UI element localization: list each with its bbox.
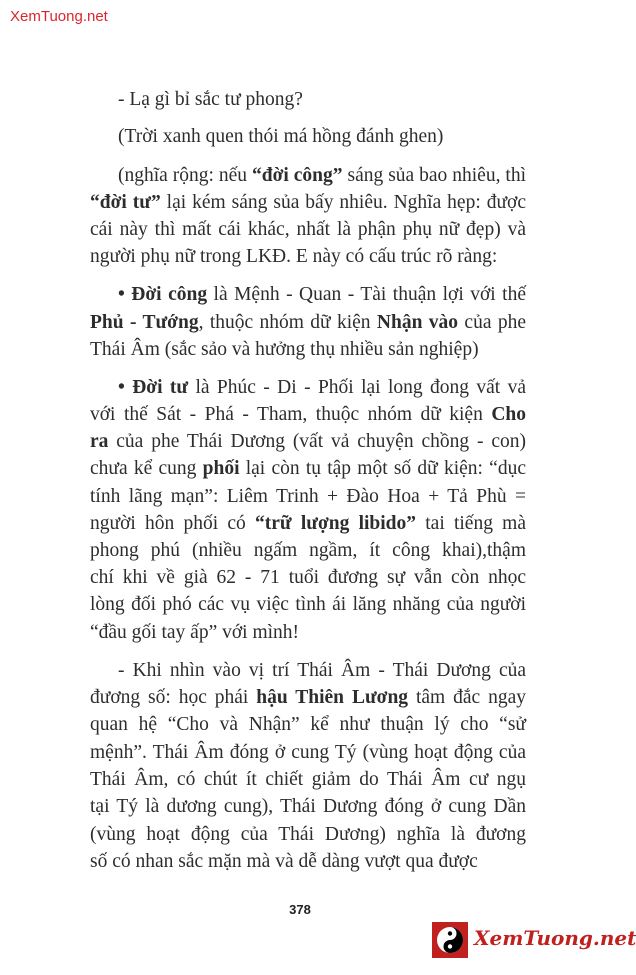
text-run: (Trời xanh quen thói má hồng đánh ghen) bbox=[118, 126, 444, 147]
text-line bbox=[90, 485, 526, 509]
bold-text-run: hậu Thiên Lương bbox=[256, 687, 409, 708]
text-run: lòng đối phó các vụ việc tình ái lăng nhăng của người bbox=[90, 594, 526, 615]
text-run: của phe bbox=[458, 312, 526, 333]
text-line bbox=[118, 125, 443, 149]
text-line bbox=[118, 659, 526, 683]
bold-text-run: • Đời công bbox=[118, 284, 208, 305]
site-watermark: XemTuong.net bbox=[10, 8, 108, 25]
text-run: là Phúc - Di - Phối lại long đong vất vả bbox=[188, 377, 526, 398]
text-line bbox=[90, 430, 526, 454]
text-run: quan hệ “Cho và Nhận” kể như thuận lý cho “sử bbox=[90, 714, 526, 735]
text-line bbox=[90, 512, 526, 536]
site-logo bbox=[432, 918, 636, 964]
text-line bbox=[90, 218, 526, 242]
text-run: lại kém sáng sủa bấy nhiêu. Nghĩa hẹp: được bbox=[160, 192, 526, 213]
text-run: của phe Thái Dương (vất vả chuyện chồng - con) bbox=[108, 431, 526, 452]
text-run: mệnh”. Thái Âm đóng ở cung Tý (vùng hoạt động của bbox=[90, 742, 526, 763]
bold-text-run: phối bbox=[202, 458, 240, 479]
text-run: chí khi về già 62 - 71 tuổi đương sự vẫn còn nhọc bbox=[90, 567, 526, 588]
text-run: số có nhan sắc mặn mà và dễ dàng vượt qua được bbox=[90, 851, 478, 872]
bold-text-run: ra bbox=[90, 431, 109, 452]
bold-text-run: “trữ lượng libido” bbox=[255, 513, 417, 534]
text-line bbox=[118, 88, 303, 112]
text-run: (vùng hoạt động của Thái Dương) nghĩa là đương bbox=[90, 824, 526, 845]
text-line bbox=[90, 457, 526, 481]
text-run: với thế Sát - Phá - Tham, thuộc nhóm dữ kiện bbox=[90, 404, 492, 425]
text-run: , thuộc nhóm dữ kiện bbox=[198, 312, 377, 333]
text-run: là Mệnh - Quan - Tài thuận lợi với thế bbox=[207, 284, 526, 305]
text-line bbox=[90, 593, 526, 617]
text-run: tính lãng mạn”: Liêm Trinh + Đào Hoa + Tả Phù = bbox=[90, 486, 526, 507]
text-run: - Lạ gì bỉ sắc tư phong? bbox=[118, 89, 303, 110]
text-line bbox=[90, 621, 299, 645]
text-line bbox=[118, 164, 526, 188]
text-run: tâm đắc ngay bbox=[408, 687, 526, 708]
text-line bbox=[90, 713, 526, 737]
bold-text-run: “đời tư” bbox=[90, 192, 161, 213]
text-line bbox=[90, 403, 526, 427]
text-run: đương số: học phái bbox=[90, 687, 257, 708]
bold-text-run: “đời công” bbox=[252, 165, 343, 186]
text-line bbox=[90, 566, 526, 590]
text-run: tai tiếng mà bbox=[416, 513, 527, 534]
text-line bbox=[90, 768, 526, 792]
text-run: lại còn tụ tập một số dữ kiện: “dục bbox=[239, 458, 526, 479]
bold-text-run: Cho bbox=[491, 404, 526, 425]
bold-text-run: Phủ - Tướng bbox=[90, 312, 199, 333]
text-line bbox=[90, 311, 526, 335]
text-run: cái này thì mất cái khác, nhất là phận phụ nữ đẹp) và bbox=[90, 219, 526, 240]
text-run: người phụ nữ trong LKĐ. E này có cấu trúc rõ ràng: bbox=[90, 246, 498, 267]
bold-text-run: Nhận vào bbox=[376, 312, 459, 333]
text-line bbox=[90, 795, 526, 819]
text-run: Thái Âm (sắc sảo và hưởng thụ nhiều sản nghiệp) bbox=[90, 339, 479, 360]
text-line bbox=[90, 686, 526, 710]
text-line bbox=[118, 283, 526, 307]
text-run: phong phú (nhiều ngấm ngầm, ít công khai),thậm bbox=[90, 540, 526, 561]
bold-text-run: • Đời tư bbox=[118, 377, 189, 398]
text-run: chưa kể cung bbox=[90, 458, 203, 479]
text-run: người hôn phối có bbox=[90, 513, 256, 534]
logo-text: XemTuong.net bbox=[474, 926, 636, 950]
text-line bbox=[118, 376, 526, 400]
text-run: (nghĩa rộng: nếu bbox=[118, 165, 253, 186]
text-line bbox=[90, 539, 526, 563]
text-run: “đầu gối tay ấp” với mình! bbox=[90, 622, 300, 643]
text-line bbox=[90, 338, 479, 362]
text-line bbox=[90, 191, 526, 215]
text-line bbox=[90, 741, 526, 765]
text-line bbox=[90, 245, 497, 269]
page-number: 378 bbox=[289, 902, 311, 917]
text-line bbox=[90, 850, 478, 874]
text-run: sáng sủa bao nhiêu, thì bbox=[342, 165, 527, 186]
text-run: Thái Âm, có chút ít chiết giảm do Thái Âm cư ngụ bbox=[90, 769, 526, 790]
text-run: tại Tý là dương cung), Thái Dương đóng ở cung Dần bbox=[90, 796, 526, 817]
text-line bbox=[90, 823, 526, 847]
text-run: - Khi nhìn vào vị trí Thái Âm - Thái Dương của bbox=[118, 660, 526, 681]
